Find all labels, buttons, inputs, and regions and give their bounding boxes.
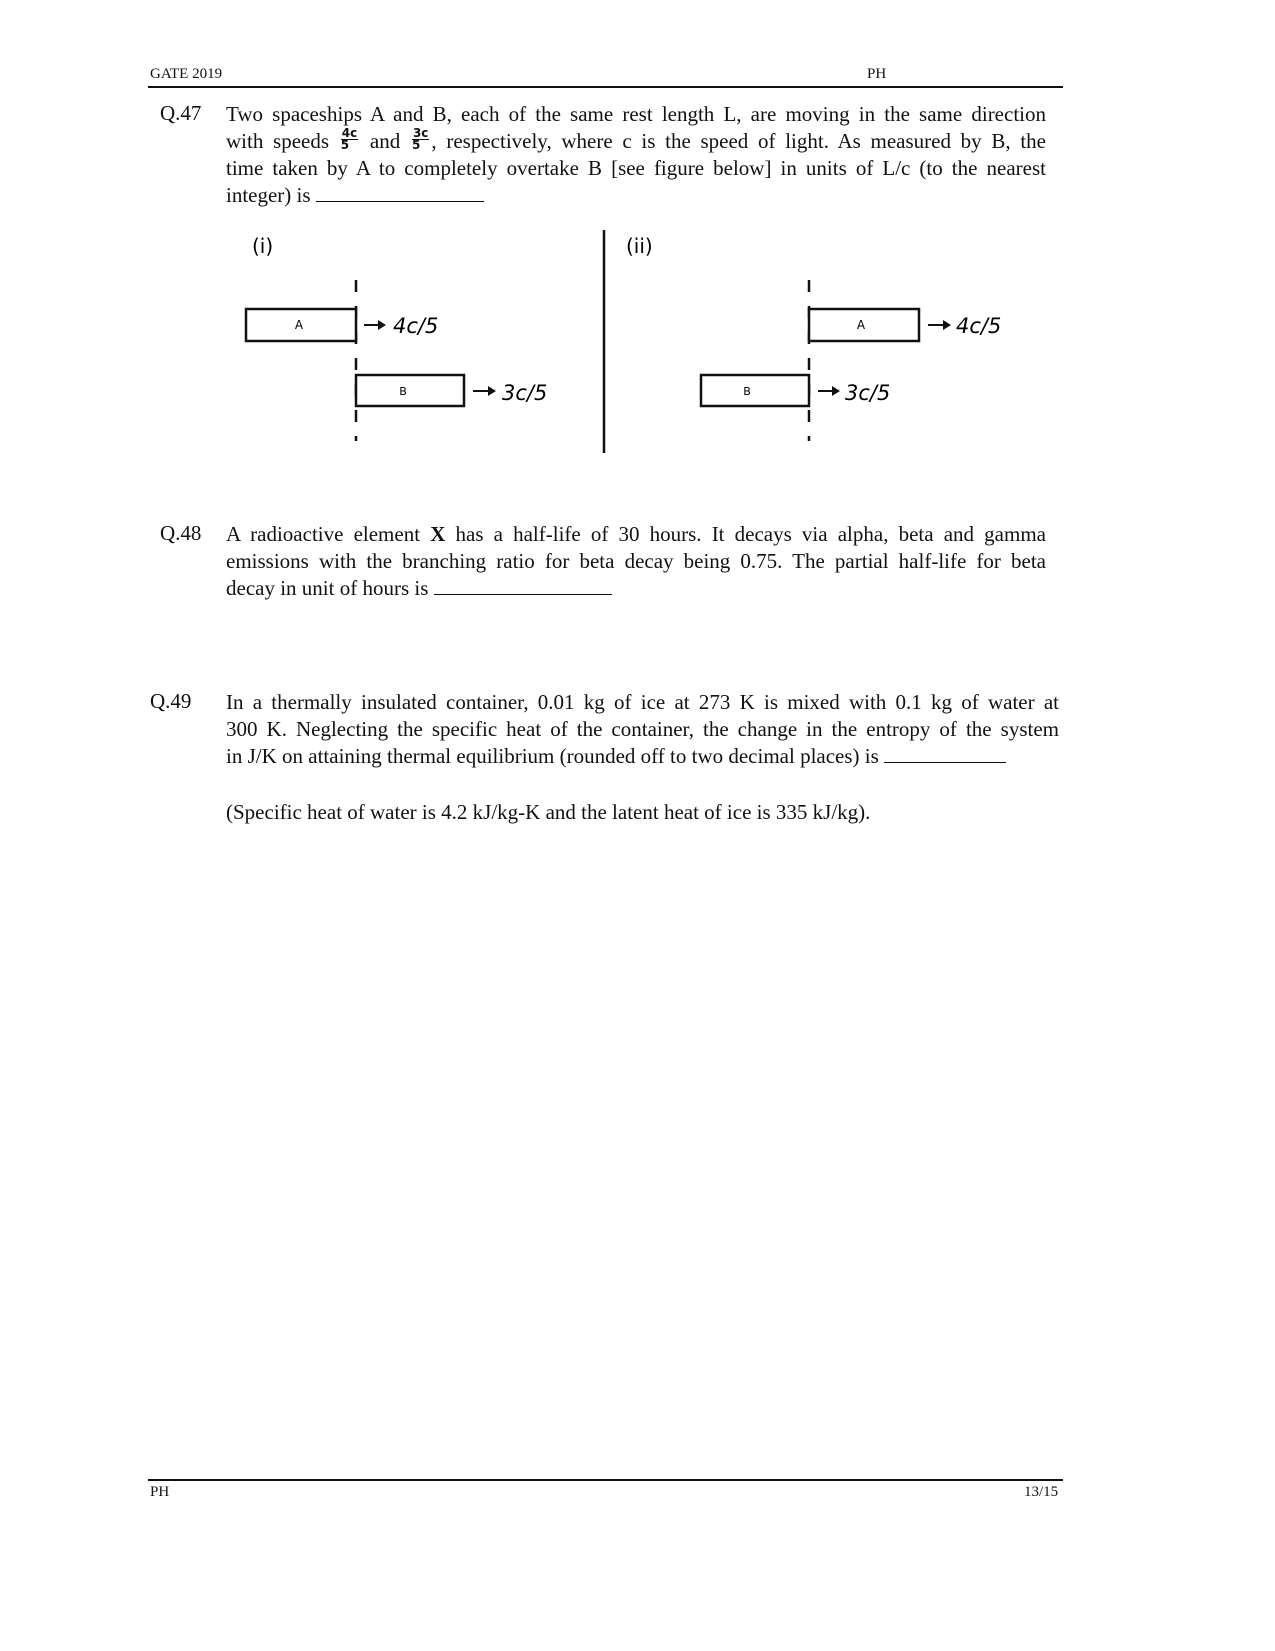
fraction-4c-5 xyxy=(340,125,358,152)
q48-line1-post: has a half-life of 30 hours. It decays via alpha, beta and gamma xyxy=(455,522,1046,546)
panel-i-ship-a-label: A xyxy=(294,318,304,332)
header-rule xyxy=(148,86,1063,88)
panel-ii-arrow-b-head xyxy=(832,386,840,396)
panel-i-arrow-a-head xyxy=(378,320,386,330)
q47-line-1: Two spaceships A and B, each of the same rest length L, are moving in the same direction xyxy=(226,102,1046,126)
header-right: PH xyxy=(867,66,887,82)
figure-label-i: (i) xyxy=(252,234,274,258)
page-number: 13/15 xyxy=(1024,1484,1059,1500)
q48-line3-text: decay in unit of hours is xyxy=(226,576,429,600)
frac2-num: 3c xyxy=(412,125,429,140)
q48-line1-pre: A radioactive element xyxy=(226,522,421,546)
q48-line-3 xyxy=(226,575,1046,602)
q47-line2-mid: and xyxy=(369,129,401,153)
panel-i-speed-a: 4c/5 xyxy=(393,314,439,338)
fraction-3c-5 xyxy=(411,125,429,152)
q49-line3-text: in J/K on attaining thermal equilibrium (rounded off to two decimal places) is xyxy=(226,744,879,768)
q47-line-3: time taken by A to completely overtake B [see figure below] in units of L/c (to the nearest xyxy=(226,156,1046,180)
q48-line-1 xyxy=(226,521,1046,548)
q47-line4-text: integer) is xyxy=(226,183,311,207)
panel-ii-arrow-a-head xyxy=(943,320,951,330)
answer-blank-48[interactable] xyxy=(434,576,612,595)
q49-line-1: In a thermally insulated container, 0.01 kg of ice at 273 K is mixed with 0.1 kg of water at xyxy=(226,690,1059,714)
panel-i-ship-b-label: B xyxy=(399,385,407,398)
question-49-text xyxy=(226,689,1059,770)
question-47-text xyxy=(226,101,1046,209)
question-number-48: Q.48 xyxy=(160,521,202,545)
q49-note xyxy=(226,799,1059,826)
question-number-49: Q.49 xyxy=(150,689,192,713)
header-left: GATE 2019 xyxy=(150,66,223,82)
frac1-den: 5 xyxy=(340,137,350,152)
footer-left: PH xyxy=(150,1484,170,1500)
q47-line2-post: , respectively, where c is the speed of light. As measured by B, the xyxy=(431,129,1046,153)
question-number-47: Q.47 xyxy=(160,101,202,125)
q49-line-2: 300 K. Neglecting the specific heat of the container, the change in the entropy of the system xyxy=(226,717,1059,741)
q49-line-3 xyxy=(226,743,1059,770)
q48-line-2: emissions with the branching ratio for beta decay being 0.75. The partial half-life for beta xyxy=(226,549,1046,573)
panel-ii-ship-b-label: B xyxy=(743,385,751,398)
answer-blank-47[interactable] xyxy=(316,183,484,202)
answer-blank-49[interactable] xyxy=(884,744,1006,763)
footer-rule xyxy=(148,1479,1063,1481)
frac1-num: 4c xyxy=(341,125,358,140)
spaceship-figure xyxy=(230,225,1030,460)
figure-label-ii: (ii) xyxy=(626,234,653,258)
panel-i-arrow-b-head xyxy=(488,386,496,396)
q47-line2-pre: with speeds xyxy=(226,129,330,153)
panel-i-speed-b: 3c/5 xyxy=(502,381,548,405)
panel-ii-speed-b: 3c/5 xyxy=(845,381,891,405)
panel-ii-ship-a-label: A xyxy=(856,318,866,332)
panel-i-ship-b xyxy=(356,375,464,406)
q47-line-2 xyxy=(226,125,1046,155)
frac2-den: 5 xyxy=(411,137,421,152)
panel-ii-speed-a: 4c/5 xyxy=(956,314,1002,338)
q47-line-4 xyxy=(226,182,1046,209)
panel-ii-ship-b xyxy=(701,375,809,406)
q49-note-text: (Specific heat of water is 4.2 kJ/kg-K and the latent heat of ice is 335 kJ/kg). xyxy=(226,800,871,824)
element-symbol-x: X xyxy=(430,522,446,546)
question-48-text xyxy=(226,521,1046,602)
